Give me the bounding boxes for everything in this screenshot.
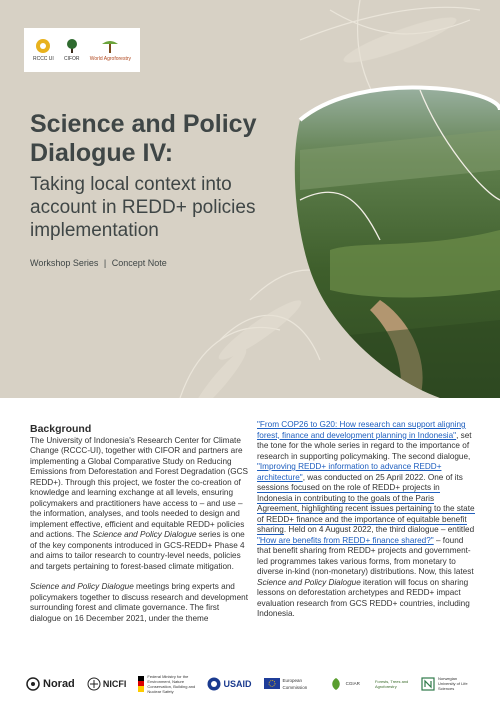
german-flag-icon <box>138 676 144 692</box>
document-type-line: Workshop Series | Concept Note <box>30 258 167 268</box>
usaid-logo: USAID <box>207 677 251 691</box>
nicfi-emblem-icon <box>87 677 101 691</box>
agroforestry-tree-icon <box>100 38 120 54</box>
fta-logo: Forests, Trees and Agroforestry <box>374 678 409 689</box>
nmbu-emblem-icon <box>421 677 435 691</box>
usaid-seal-icon <box>207 677 221 691</box>
rccc-logo <box>33 38 54 62</box>
norad-logo: Norad <box>26 677 75 691</box>
body-left-column <box>30 424 252 634</box>
eu-flag-icon <box>264 678 280 689</box>
funder-logos-footer <box>0 660 500 707</box>
rccc-logo-text: RCCC UI <box>32 56 54 62</box>
background-paragraph-1: The University of Indonesia's Research Center for Climate Change (RCCC-UI), together with CIFOR and partners are implementing a Global Comparative Study on Reducing Emissions from Deforestation and Forest Degradation (GCS REDD+). Through this project, we foster the co-creation of knowledge and learning exchange at all levels, ensuring policymakers and practitioners have access to – and use – the information, analyses, and tools needed to design and implement effective, efficient and equitable REDD+ policies and actions. The Science and Policy Dialogue series is one of the key components introduced in GCS-REDD+ Phase 4 and aims to tailor research to country-level needs, policies and targets pertaining to forest-based climate mitigation. <box>30 435 248 571</box>
session-redd-projects-link[interactable]: sessions focused on the role of REDD+ projects in Indonesia in contributing to the goals of the Paris Agreement, highlighting recent issues pertaining to the state of REDD+ finance and the importance of equitable benefit sharing <box>257 483 475 534</box>
section-heading-background: Background <box>30 423 92 435</box>
series-label: Workshop Series <box>30 258 99 268</box>
partner-logos <box>24 28 140 72</box>
concept-note-label: Concept Note <box>111 258 167 268</box>
cifor-logo <box>64 38 80 62</box>
background-paragraph-3: "From COP26 to G20: How research can support aligning forest, finance and development planning in Indonesia", set the tone for the whole series in regard to the importance of research in supporting policymaking. The second dialogue, "Improving REDD+ information to advance REDD+ architecture", was conducted on 25 April 2022. One of its sessions focused on the role of REDD+ projects in Indonesia in contributing to the goals of the Paris Agreement, highlighting recent issues pertaining to the state of REDD+ finance and the importance of equitable benefit sharing. Held on 4 August 2022, the third dialogue – entitled "How are benefits from REDD+ finance shared?" – found that benefit sharing from REDD+ projects and government-led programmes takes various forms, from monetary to diverse in-kind (non-monetary) distributions. Now, this latest Science and Policy Dialogue iteration will focus on sharing lessons on deforestation archetypes and REDD+ impact evaluation research from GCS REDD+ countries, including Indonesia. <box>257 420 475 618</box>
nmbu-logo: Norwegian University of Life Sciences <box>421 676 474 691</box>
cgiar-logo: CGIAR <box>329 677 360 691</box>
cover-subtitle: Taking local context into account in REDD+ policies implementation <box>30 174 256 241</box>
background-paragraph-2: Science and Policy Dialogue meetings bring experts and policymakers together to discuss research and development surrounding forest and climate governance. The first dialogue on 16 December 2021, under the theme <box>30 582 248 623</box>
cover-title: Science and Policy Dialogue IV: <box>30 110 257 167</box>
cifor-logo-text: CIFOR <box>63 56 80 62</box>
bmz-logo: Federal Ministry for the Environment, Nature Conservation, Building and Nuclear Safety <box>138 674 195 694</box>
nicfi-logo: NICFI <box>87 677 127 691</box>
cgiar-leaf-icon <box>329 677 343 691</box>
cop26-g20-link[interactable]: "From COP26 to G20: How research can support aligning forest, finance and development planning in Indonesia" <box>257 420 466 440</box>
world-agroforestry-logo-text: World Agroforestry <box>89 56 131 62</box>
body-right-column <box>257 420 477 630</box>
norad-emblem-icon <box>26 677 40 691</box>
world-agroforestry-logo <box>90 38 131 62</box>
cifor-tree-icon <box>64 38 80 54</box>
benefits-redd-finance-link[interactable]: "How are benefits from REDD+ finance shared?" <box>257 535 434 545</box>
rccc-emblem-icon <box>35 38 51 54</box>
european-commission-logo: European Commission <box>264 677 317 691</box>
improving-redd-info-link[interactable]: "Improving REDD+ information to advance REDD+ architecture" <box>257 462 442 482</box>
